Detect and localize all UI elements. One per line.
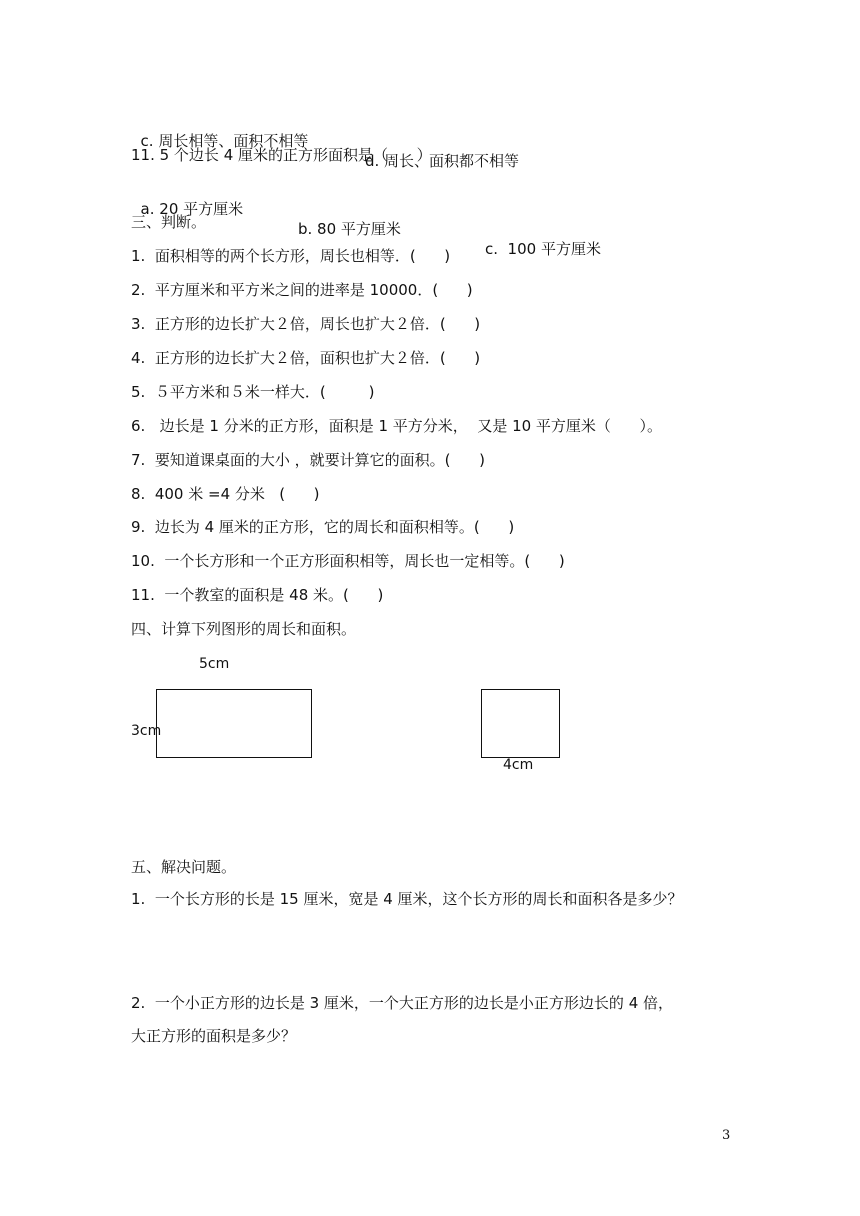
judge-3: 3. 正方形的边长扩大２倍，周长也扩大２倍．( ) [131,315,481,333]
square-label: 4cm [503,757,534,773]
problem-1: 1. 一个长方形的长是 15 厘米，宽是 4 厘米，这个长方形的周长和面积各是多少？ [131,890,683,908]
judge-2: 2. 平方厘米和平方米之间的进率是 10000．( ) [131,281,473,299]
judge-1: 1. 面积相等的两个长方形，周长也相等．( ) [131,247,451,265]
judge-4: 4. 正方形的边长扩大２倍，面积也扩大２倍．( ) [131,349,481,367]
option-c2: c. 100 平方厘米 [485,240,601,258]
square-figure [481,689,560,758]
judge-7: 7. 要知道课桌面的大小 ，就要计算它的面积。( ) [131,451,485,469]
judge-6: 6. 边长是 1 分米的正方形，面积是 1 平方分米， 又是 10 平方厘米（ ）。 [131,417,663,435]
rect-side-label: 3cm [131,723,162,739]
option-b: b. 80 平方厘米 [298,220,401,238]
section-5-heading: 五、解决问题。 [131,858,237,876]
option-a: a. 20 平方厘米 [140,200,244,218]
rect-top-label: 5cm [199,656,230,672]
option-c: c. 周长相等、面积不相等 [140,132,309,150]
option-d: d. 周长、面积都不相等 [365,152,520,170]
question-11: 11. 5 个边长 4 厘米的正方形面积是（ ） [131,146,432,164]
judge-8: 8. 400 米 =4 分米 ( ) [131,485,320,503]
judge-9: 9. 边长为 4 厘米的正方形，它的周长和面积相等。( ) [131,518,515,536]
rectangle-figure [156,689,312,758]
section-3-heading: 三、判断。 [131,213,207,231]
judge-5: 5. ５平方米和５米一样大．( ) [131,383,375,401]
problem-2-line-1: 2. 一个小正方形的边长是 3 厘米，一个大正方形的边长是小正方形边长的 4 倍， [131,994,674,1012]
problem-2-line-2: 大正方形的面积是多少？ [131,1027,297,1045]
judge-10: 10. 一个长方形和一个正方形面积相等，周长也一定相等。( ) [131,552,565,570]
section-4-heading: 四、计算下列图形的周长和面积。 [131,620,357,638]
judge-11: 11. 一个教室的面积是 48 米。( ) [131,586,384,604]
page-number: 3 [722,1128,731,1143]
